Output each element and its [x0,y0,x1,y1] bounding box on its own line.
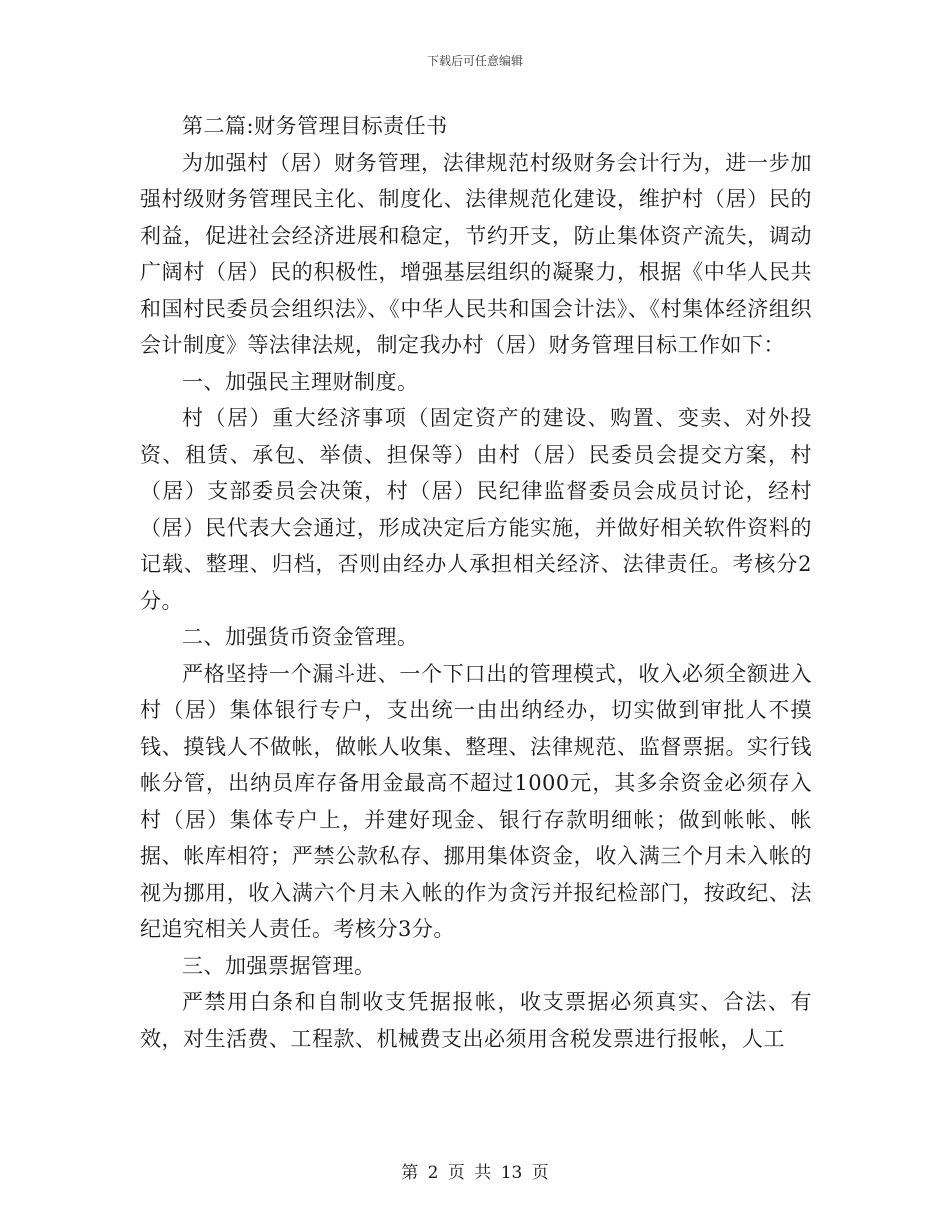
section-heading-1: 一、加强民主理财制度。 [182,369,419,394]
page-footer: 第 2 页 共 13 页 [401,1163,549,1183]
section-heading-2: 二、加强货币资金管理。 [182,625,419,649]
document-body [140,108,812,1057]
section-heading-3: 三、加强票据管理。 [182,953,376,978]
paragraph-section-2: 严格坚持一个漏斗进、一个下口出的管理模式，收入必须全额进入村（居）集体银行专户，支出统一由出纳经办，切实做到审批人不摸钱、摸钱人不做帐，做帐人收集、整理、法律规范、监督票据。实行钱帐分管，出纳员库存备用金最高不超过1000元，其多余资金必须存入村（居）集体专户上，并建好现金、银行存款明细帐；做到帐帐、帐据、帐库相符；严禁公款私存、挪用集体资金，收入满三个月未入帐的视为挪用，收入满六个月未入帐的作为贪污并报纪检部门，按政纪、法纪追究相关人责任。考核分3分。 [140,661,812,941]
document-title: 第二篇:财务管理目标责任书 [182,114,448,138]
paragraph-section-1: 村（居）重大经济事项（固定资产的建设、购置、变卖、对外投资、租赁、承包、举债、担保等）由村（居）民委员会提交方案，村（居）支部委员会决策，村（居）民纪律监督委员会成员讨论，经村（居）民代表大会通过，形成决定后方能实施，并做好相关软件资料的记载、整理、归档，否则由经办人承担相关经济、法律责任。考核分2分。 [140,406,812,613]
page-header: 下载后可任意编辑 [426,54,523,68]
paragraph-section-3: 严禁用白条和自制收支凭据报帐，收支票据必须真实、合法、有效，对生活费、工程款、机械费支出必须用含税发票进行报帐，人工 [140,990,812,1051]
paragraph-intro: 为加强村（居）财务管理，法律规范村级财务会计行为，进一步加强村级财务管理民主化、制度化、法律规范化建设，维护村（居）民的利益，促进社会经济进展和稳定，节约开支，防止集体资产流失，调动广阔村（居）民的积极性，增强基层组织的凝聚力，根据《中华人民共和国村民委员会组织法》、《中华人民共和国会计法》、《村集体经济组织会计制度》等法律法规，制定我办村（居）财务管理目标工作如下： [140,150,812,357]
